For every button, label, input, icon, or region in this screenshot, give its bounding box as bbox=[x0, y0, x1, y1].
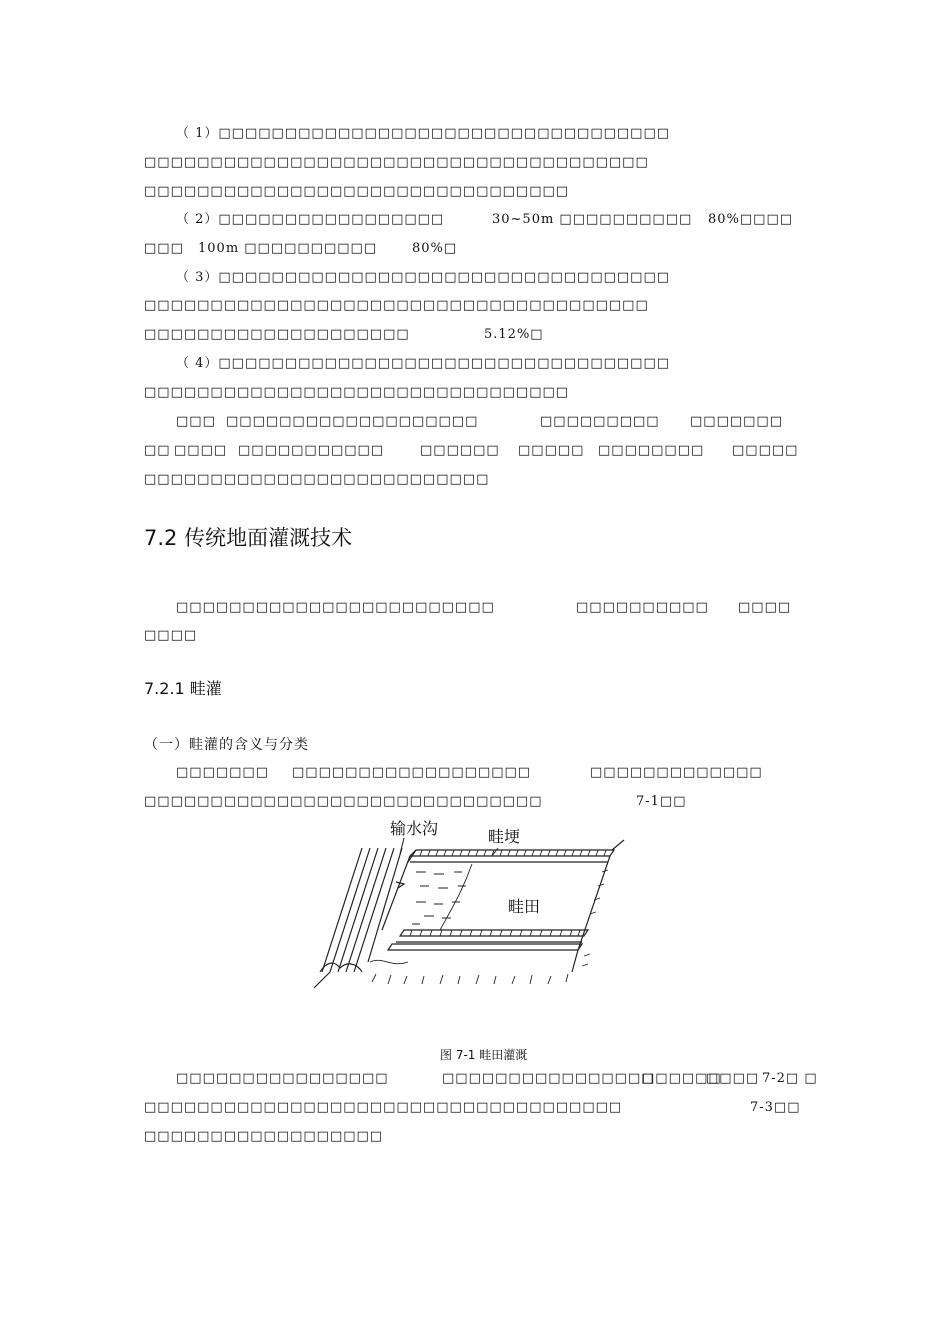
sub-para2-line1a: □□□□□□□□□□□□□□□□ bbox=[176, 1071, 389, 1086]
section-intro-line1c: □□□□ bbox=[738, 600, 792, 615]
para5-line2a: □□ bbox=[144, 443, 171, 458]
para2-line2b: 100m □□□□□□□□□□ bbox=[198, 241, 378, 256]
para3-line3a: □□□□□□□□□□□□□□□□□□□□ bbox=[144, 327, 410, 342]
section-intro-line2: □□□□ bbox=[144, 628, 198, 643]
para3-line3b: 5.12%□ bbox=[484, 327, 544, 342]
section-intro-line1a: □□□□□□□□□□□□□□□□□□□□□□□□ bbox=[176, 600, 495, 615]
para5-line1c: □□□□□□□□□ bbox=[540, 414, 660, 429]
sub-para1-line2a: □□□□□□□□□□□□□□□□□□□□□□□□□□□□□□ bbox=[144, 794, 543, 809]
sub-para2-line2b: 7-3□□ bbox=[750, 1100, 801, 1115]
sub-para1-line2b: 7-1□□ bbox=[636, 794, 687, 809]
para4-line2: □□□□□□□□□□□□□□□□□□□□□□□□□□□□□□□□ bbox=[144, 385, 570, 400]
para2-line1c: 80%□□□□ bbox=[708, 212, 794, 227]
label-field: 畦田 bbox=[508, 897, 541, 916]
border-irrigation-figure bbox=[312, 812, 632, 998]
para1-line3: □□□□□□□□□□□□□□□□□□□□□□□□□□□□□□□□ bbox=[144, 184, 570, 199]
para5-line2c: □□□□□□□□□□□ bbox=[238, 443, 385, 458]
para3-line2: □□□□□□□□□□□□□□□□□□□□□□□□□□□□□□□□□□□□□□ bbox=[144, 298, 649, 313]
sub-para2-line1d: □□□□ bbox=[706, 1071, 760, 1086]
para2-line2c: 80%□ bbox=[412, 241, 458, 256]
para2-line1a: （ 2）□□□□□□□□□□□□□□□□□ bbox=[176, 212, 445, 227]
para2-line2a: □□□ bbox=[144, 241, 184, 256]
sub-para1-line1b: □□□□□□□□□□□□□□□□□□ bbox=[292, 765, 532, 780]
label-canal: 输水沟 bbox=[390, 819, 439, 838]
sub-para2-line1c: □□□□□□ bbox=[642, 1071, 722, 1086]
para5-line2g: □□□□□ bbox=[732, 443, 799, 458]
sub-para2-line1b: □□□□□□□□□□□□□□□□ bbox=[442, 1071, 655, 1086]
subsection-heading: 7.2.1 畦灌 bbox=[144, 679, 222, 698]
para1-line2: □□□□□□□□□□□□□□□□□□□□□□□□□□□□□□□□□□□□□□ bbox=[144, 155, 649, 170]
figure-caption: 图 7-1 畦田灌溉 bbox=[440, 1048, 528, 1062]
sub-para1-line1c: □□□□□□□□□□□□□ bbox=[590, 765, 763, 780]
para5-line2f: □□□□□□□□ bbox=[598, 443, 705, 458]
para5-line2e: □□□□□ bbox=[518, 443, 585, 458]
sub-para2-line1e: 7-2□ □ bbox=[762, 1071, 818, 1086]
para5-line1d: □□□□□□□ bbox=[690, 414, 783, 429]
para1-line1: （ 1）□□□□□□□□□□□□□□□□□□□□□□□□□□□□□□□□□□ bbox=[176, 126, 671, 141]
section-heading: 7.2 传统地面灌溉技术 bbox=[144, 526, 353, 550]
para2-line1b: 30~50m □□□□□□□□□□ bbox=[492, 212, 693, 227]
label-ridge: 畦埂 bbox=[488, 827, 521, 846]
para5-line2b: □□□□ bbox=[174, 443, 228, 458]
para5-line1b: □□□□□□□□□□□□□□□□□□□ bbox=[226, 414, 479, 429]
para3-line1: （ 3）□□□□□□□□□□□□□□□□□□□□□□□□□□□□□□□□□□ bbox=[176, 270, 671, 285]
section-intro-line1b: □□□□□□□□□□ bbox=[576, 600, 709, 615]
sub-para2-line2a: □□□□□□□□□□□□□□□□□□□□□□□□□□□□□□□□□□□□ bbox=[144, 1100, 623, 1115]
subsection-subheading: （一）畦灌的含义与分类 bbox=[144, 737, 309, 753]
para4-line1: （ 4）□□□□□□□□□□□□□□□□□□□□□□□□□□□□□□□□□□ bbox=[176, 356, 671, 371]
sub-para2-line3: □□□□□□□□□□□□□□□□□□ bbox=[144, 1129, 384, 1144]
para5-line2d: □□□□□□ bbox=[420, 443, 500, 458]
sub-para1-line1a: □□□□□□□ bbox=[176, 765, 269, 780]
para5-line1a: □□□ bbox=[176, 414, 216, 429]
para5-line3: □□□□□□□□□□□□□□□□□□□□□□□□□□ bbox=[144, 472, 490, 487]
